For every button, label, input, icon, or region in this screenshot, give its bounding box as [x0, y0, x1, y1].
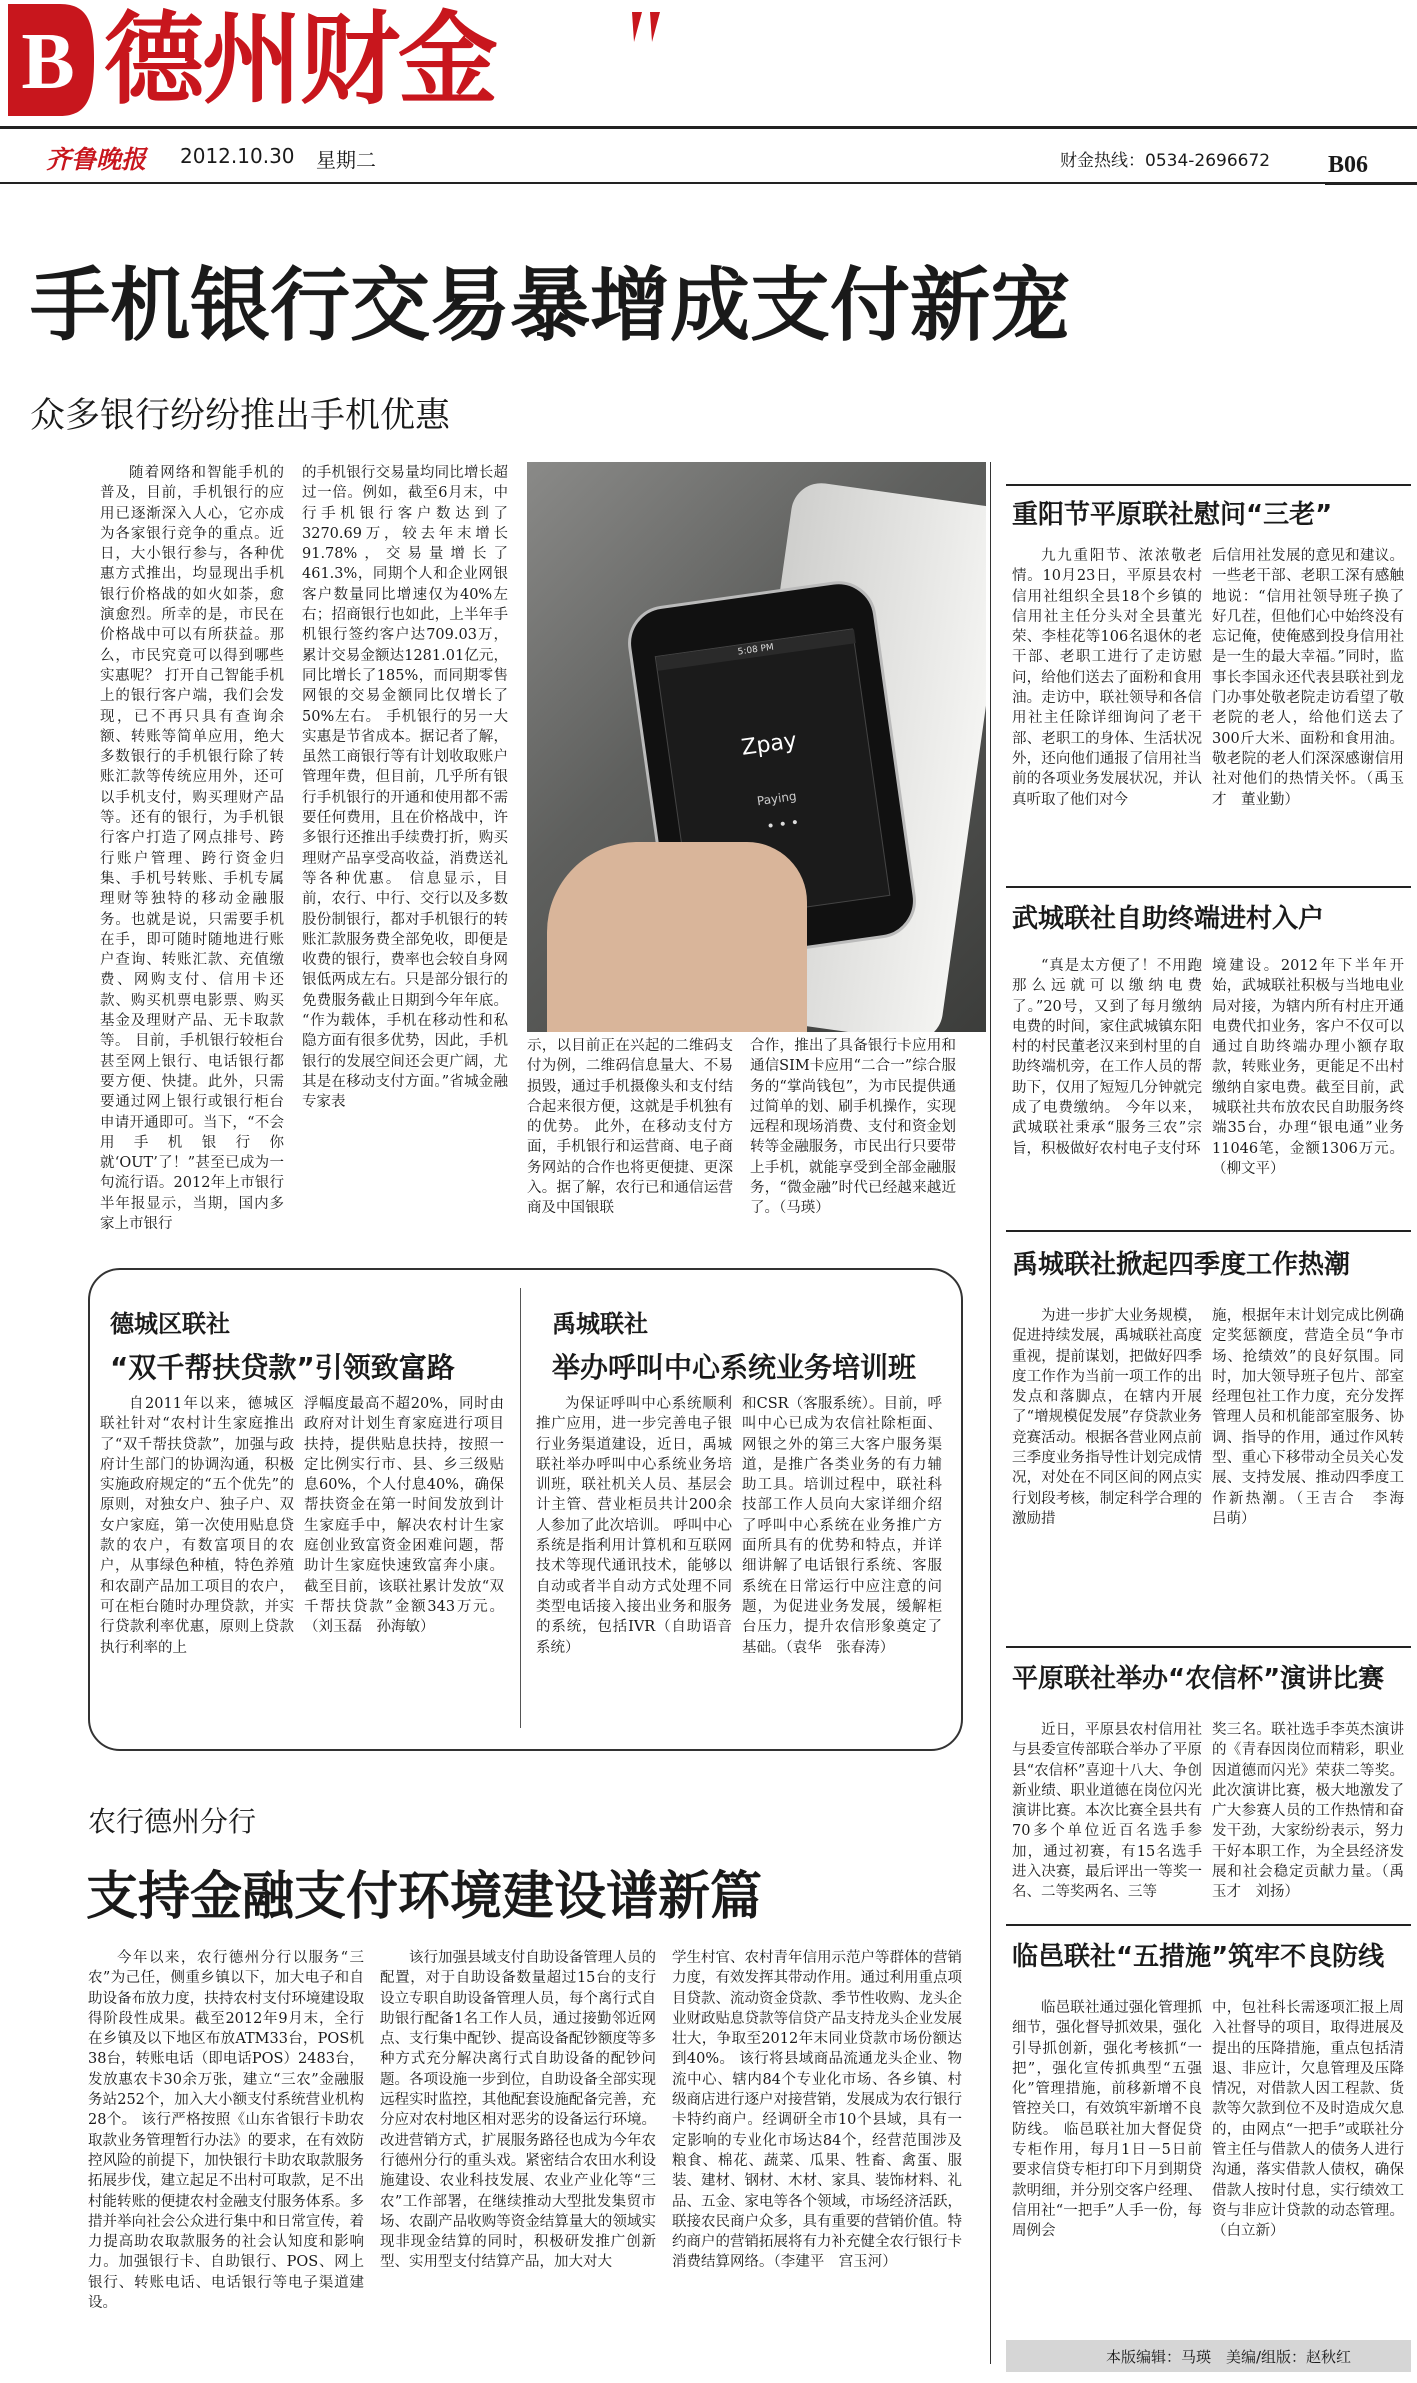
hotline: 财金热线：0534-2696672 [1060, 151, 1271, 171]
box-right-col-2: 和CSR（客服系统）。目前，呼叫中心已成为农信社除柜面、网银之外的第三大客户服务渠道，是推广各类业务的有力辅助工具。培训过程中，联社科技部工作人员向大家详细介绍了呼叫中心系统在业务推广方面所具有的优势和特点，并详细讲解了电话银行系统、客服系统在日常运行中应注意的问题，为促进业务发展，缓解柜台压力，提升农信形象奠定了基础。（袁华 张春涛） [742, 1396, 942, 1656]
lead-col-4: 合作，推出了具备银行卡应用和通信SIM卡应用“二合一”综合服务的“掌尚钱包”，为市民提供通过简单的划、刷手机操作，实现远程和现场消费、支付和资金划转等金融服务，市民出行只要带上手机，就能享受到全部金融服务，“微金融”时代已经越来越近了。（马瑛） [750, 1038, 956, 1217]
box-left-title: “双千帮扶贷款”引领致富路 [110, 1351, 455, 1384]
page-code: B06 [1328, 152, 1369, 178]
section-title: 德州财金 [104, 1, 496, 118]
sidebar-item-col: 临邑联社通过强化管理抓细节，强化督导抓效果，强化引导抓创新，强化考核抓“一把”，强化宣传抓典型“五强化”管理措施，前移新增不良管控关口，有效筑牢新增不良防线。 临邑联社加大督促贷专柜作用，每月1日－5日前要求信贷专柜打印下月到期贷款明细，并分别交客户经理、信用社“一把手”人手一份，每周例会 [1012, 2000, 1202, 2240]
lead-subhead: 众多银行纷纷推出手机优惠 [30, 396, 451, 436]
sidebar-item-col: 为进一步扩大业务规模，促进持续发展，禹城联社高度重视，提前谋划，把做好四季度工作作为当前一项工作的出发点和落脚点，在辖内开展了“增规模促发展”存贷款业务竞赛活动。根据各营业网点前三季度业务指导性计划完成情况，对处在不同区间的网点实行划段考核，制定科学合理的激励措 [1012, 1308, 1202, 1527]
zpay-logo: Zpay [739, 728, 799, 761]
sidebar-item-col: 九九重阳节、浓浓敬老情。10月23日，平原县农村信用社组织全县18个乡镇的信用社主任分头对全县董光荣、李桂花等106名退休的老干部、老职工进行了走访慰问，给他们送去了面粉和食用油。走访中，联社领导和各信用社主任除详细询问了老干部、老职工的身体、生活状况外，还向他们通报了信用社当前的各项业务发展状况，并认真听取了他们对今 [1012, 548, 1202, 808]
news-box [88, 1268, 963, 1751]
sidebar-item-title: 临邑联社“五措施”筑牢不良防线 [1012, 1942, 1385, 1972]
paper-name-logo: 齐鲁晚报 [46, 145, 147, 174]
sidebar-item-col: 中，包社科长需逐项汇报上周入社督导的项目，取得进展及提出的压降措施，重点包括清退、非应计，欠息管理及压降情况，对借款人因工程款、货款等欠款到位不及时造成欠息的，由网点“一把手”或联社分管主任与借款人的债务人进行沟通，落实借款人债权，确保借款人按时付息，实行绩效工资与非应计贷款的动态管理。（白立新） [1212, 2000, 1404, 2240]
issue-weekday: 星期二 [316, 148, 376, 172]
sidebar-item-col: 后信用社发展的意见和建议。一些老干部、老职工深有感触地说：“信用社领导班子换了好几茬，但他们心中始终没有忘记俺，使俺感到投身信用社是一生的最大幸福。”同时，监事长李国永还代表县联社到龙门办事处敬老院走访看望了敬老院的老人，给他们送去了300斤大米、面粉和食用油。敬老院的老人们深深感谢信用社对他们的热情关怀。（禹玉才 董业勤） [1212, 548, 1404, 808]
loading-dots: ••• [765, 814, 805, 836]
bottom-kicker: 农行德州分行 [88, 1805, 257, 1838]
lead-photo [527, 462, 986, 1032]
box-right-title: 举办呼叫中心系统业务培训班 [552, 1351, 917, 1384]
lead-col-3: 示，以目前正在兴起的二维码支付为例，二维码信息量大、不易损毁，通过手机摄像头和支付结合起来很方便，这就是手机独有的优势。 此外，在移动支付方面，手机银行和运营商、电子商务网站的合作也将更便捷、更深入。据了解，农行已和通信运营商及中国银联 [527, 1038, 733, 1217]
bottom-headline: 支持金融支付环境建设谱新篇 [86, 1867, 763, 1927]
sidebar-item-col: 近日，平原县农村信用社与县委宣传部联合举办了平原县“农信杯”喜迎十八大、争创新业绩、职业道德在岗位闪光演讲比赛。本次比赛全县共有70多个单位近百名选手参加，通过初赛，有15名选手进入决赛，最后评出一等奖一名、二等奖两名、三等 [1012, 1722, 1202, 1901]
footer-bar [1006, 2340, 1411, 2372]
phone-status-bar: 5:08 PM [656, 629, 856, 671]
box-left-col-2: 浮幅度最高不超20%，同时由政府对计划生育家庭进行项目扶持，提供贴息扶持，按照一定比例实行市、县、乡三级贴息60%，个人付息40%，确保帮扶资金在第一时间发放到计生家庭手中，解决农村计生家庭创业致富资金困难问题，帮助计生家庭快速致富奔小康。截至目前，该联社累计发放“双千帮扶贷款”金额343万元。（刘玉磊 孙海敏） [304, 1396, 504, 1636]
box-right-col-1: 为保证呼叫中心系统顺利推广应用，进一步完善电子银行业务渠道建设，近日，禹城联社举办呼叫中心系统业务培训班，联社机关人员、基层会计主管、营业柜员共计200余人参加了此次培训。 呼叫中心系统是指利用计算机和互联网技术等现代通讯技术，能够以自动或者半自动方式处理不同类型电话接入接出业务和服务的系统，包括IVR（自助语音系统） [536, 1396, 732, 1656]
lead-col-1: 随着网络和智能手机的普及，目前，手机银行的应用已逐渐深入人心，它亦成为各家银行竞争的重点。近日，大小银行参与，各种优惠方式推出，均显现出手机银行价格战的如火如荼，愈演愈烈。所幸的是，市民在价格战中可以有所获益。那么，市民究竟可以得到哪些实惠呢？ 打开自己智能手机上的银行客户端，我们会发现，已不再只具有查询余额、转账等简单应用，绝大多数银行的手机银行除了转账汇款等传统应用外，还可以手机支付，购买理财产品等。还有的银行，为手机银行客户打造了网点排号、跨行账户管理、跨行资金归集、手机号转账、手机专属理财等独特的移动金融服务。也就是说，只需要手机在手，即可随时随地进行账户查询、转账汇款、充值缴费、网购支付、信用卡还款、购买机票电影票、购买基金及理财产品、无卡取款等。 目前，手机银行较柜台甚至网上银行、电话银行都要方便、快捷。此外，只需要通过网上银行或银行柜台申请开通即可。当下，“不会用手机银行你就‘OUT’了！”甚至已成为一句流行语。2012年上市银行半年报显示，当期，国内多家上市银行 [100, 465, 284, 1232]
sidebar-item-col: “真是太方便了！不用跑那么远就可以缴纳电费了。”20号，又到了每月缴纳电费的时间，家住武城镇东阳村的村民董老汉来到村里的自助终端机旁，在工作人员的帮助下，仅用了短短几分钟就完成了电费缴纳。 今年以来，武城联社秉承“服务三农”宗旨，积极做好农村电子支付环 [1012, 958, 1202, 1157]
box-left-col-1: 自2011年以来，德城区联社针对“农村计生家庭推出了“双千帮扶贷款”，加强与政府计生部门的协调沟通，积极实施政府规定的“五个优先”的原则，对独女户、独子户、双女户家庭，第一次使用贴息贷款的农户，有数富项目的农户，从事绿色种植，特色养殖和农副产品加工项目的农户，可在柜台随时办理贷款，并实行贷款利率优惠，原则上贷款执行利率的上 [100, 1396, 294, 1656]
section-b-logo [8, 4, 94, 116]
lead-headline: 手机银行交易暴增成支付新宠 [30, 259, 1070, 352]
sidebar-item-title: 平原联社举办“农信杯”演讲比赛 [1012, 1664, 1385, 1694]
sidebar-item-col: 施，根据年末计划完成比例确定奖惩额度，营造全员“争市场、抢绩效”的良好氛围。同时，加大领导班子包片、部室经理包社工作力度，充分发挥管理人员和机能部室服务、协调、指导的作用，通过作风转型、重心下移带动全员关心发展、支持发展、推动四季度工作新热潮。（王吉合 李海 吕萌） [1212, 1308, 1404, 1527]
svg-text:B: B [21, 18, 75, 106]
footer-editors: 本版编辑：马瑛 美编/组版：赵秋红 [1106, 2348, 1352, 2366]
sidebar-item-title: 武城联社自助终端进村入户 [1012, 904, 1325, 934]
quote-mark-icon [628, 8, 672, 52]
bottom-col-1: 今年以来，农行德州分行以服务“三农”为己任，侧重乡镇以下，加大电子和自助设备布放力度，扶持农村支付环境建设取得阶段性成果。截至2012年9月末，全行在乡镇及以下地区布放ATM33台，POS机38台，转账电话（即电话POS）2483台，发放惠农卡30余万张，建立“三农”金融服务站252个，加入大小额支付系统营业机构28个。 该行严格按照《山东省银行卡助农取款业务管理暂行办法》的要求，在有效防控风险的前提下，加快银行卡助农取款服务拓展步伐，建立起足不出村可取款，足不出村能转账的便捷农村金融支付服务体系。多措并举向社会公众进行集中和日常宣传，着力提高助农取款服务的社会认知度和影响力。加强银行卡、自助银行、POS、网上银行、转账电话、电话银行等电子渠道建设。 [88, 1950, 364, 2312]
box-right-kicker: 禹城联社 [552, 1310, 648, 1338]
lead-col-2: 的手机银行交易量均同比增长超过一倍。例如，截至6月末，中行手机银行客户数达到了3270.69万，较去年末增长91.78%，交易量增长了461.3%，同期个人和企业网银客户数量同比增速仅为40%左右；招商银行也如此，上半年手机银行签约客户达709.03万，累计交易金额达1281.01亿元，同比增长了185%，而同期零售网银的交易金额同比仅增长了50%左右。 手机银行的另一大实惠是节省成本。据记者了解，虽然工商银行等有计划收取账户管理年费，但目前，几乎所有银行手机银行的开通和使用都不需要任何费用，且在价格战中，许多银行还推出手续费打折，购买理财产品享受高收益，消费送礼等各种优惠。 信息显示，目前，农行、中行、交行以及多数股份制银行，都对手机银行的转账汇款服务费全部免收，即便是收费的银行，费率也会较自身网银低两成左右。只是部分银行的免费服务截止日期到今年年底。 “作为载体，手机在移动性和私隐方面有很多优势，因此，手机银行的发展空间还会更广阔，尤其是在移动支付方面。”省城金融专家表 [302, 465, 508, 1111]
box-divider [520, 1288, 521, 1728]
paying-label: Paying [756, 788, 798, 809]
sidebar-item-title: 重阳节平原联社慰问“三老” [1012, 500, 1333, 530]
bottom-col-3: 学生村官、农村青年信用示范户等群体的营销力度，有效发挥其带动作用。通过利用重点项目贷款、流动资金贷款、季节性收购、龙头企业财政贴息贷款等信贷产品支持龙头企业发展壮大，争取至2012年末同业贷款市场份额达到40%。 该行将县域商品流通龙头企业、物流中心、辖内84个专业化市场、各乡镇、村级商店进行逐户对接营销，发展成为农行银行卡特约商户。经调研全市10个县域，具有一定影响的专业化市场达84个，经营范围涉及粮食、棉花、蔬菜、瓜果、牲畜、禽蛋、服装、建材、钢材、木材、家具、装饰材料、礼品、五金、家电等各个领域，市场经济活跃，联接农民商户众多，具有重要的营销价值。特约商户的营销拓展将有力补充健全农行银行卡消费结算网络。（李建平 宫玉河） [672, 1950, 962, 2271]
sidebar-item-col: 境建设。2012年下半年开始，武城联社积极与当地电业局对接，为辖内所有村庄开通电费代扣业务，客户不仅可以通过自助终端办理小额存取款，转账业务，更能足不出村缴纳自家电费。截至目前，武城联社共布放农民自助服务终端35台，办理“银电通”业务11046笔，金额1306万元。（柳文平） [1212, 958, 1404, 1177]
sidebar-column-rule [990, 462, 991, 2364]
hand [547, 842, 807, 1032]
box-left-kicker: 德城区联社 [110, 1310, 230, 1338]
sidebar-item-col: 奖三名。联社选手李英杰演讲的《青春因岗位而精彩，职业因道德而闪光》荣获二等奖。此次演讲比赛，极大地激发了广大参赛人员的工作热情和奋发干劲，大家纷纷表示，努力干好本职工作，为全县经济发展和社会稳定贡献力量。（禹玉才 刘扬） [1212, 1722, 1404, 1901]
issue-date: 2012.10.30 [180, 144, 295, 168]
sidebar-item-title: 禹城联社掀起四季度工作热潮 [1012, 1250, 1351, 1280]
bottom-col-2: 该行加强县域支付自助设备管理人员的配置，对于自助设备数量超过15台的支行设立专职自助设备管理人员，每个离行式自助银行配备1名工作人员，通过接勤邻近网点、支行集中配钞、提高设备配钞额度等多种方式充分解决离行式自助设备的配钞问题。各项设施一步到位，自助设备全部实现远程实时监控，其他配套设施配备完善，充分应对农村地区相对恶劣的设备运行环境。 改进营销方式，扩展服务路径也成为今年农行德州分行的重头戏。紧密结合农田水利设施建设、农业科技发展、农业产业化等“三农”工作部署，在继续推动大型批发集贸市场、农副产品收购等资金结算量大的领域实现非现金结算的同时，积极研发推广创新型、实用型支付结算产品，加大对大 [380, 1950, 656, 2271]
